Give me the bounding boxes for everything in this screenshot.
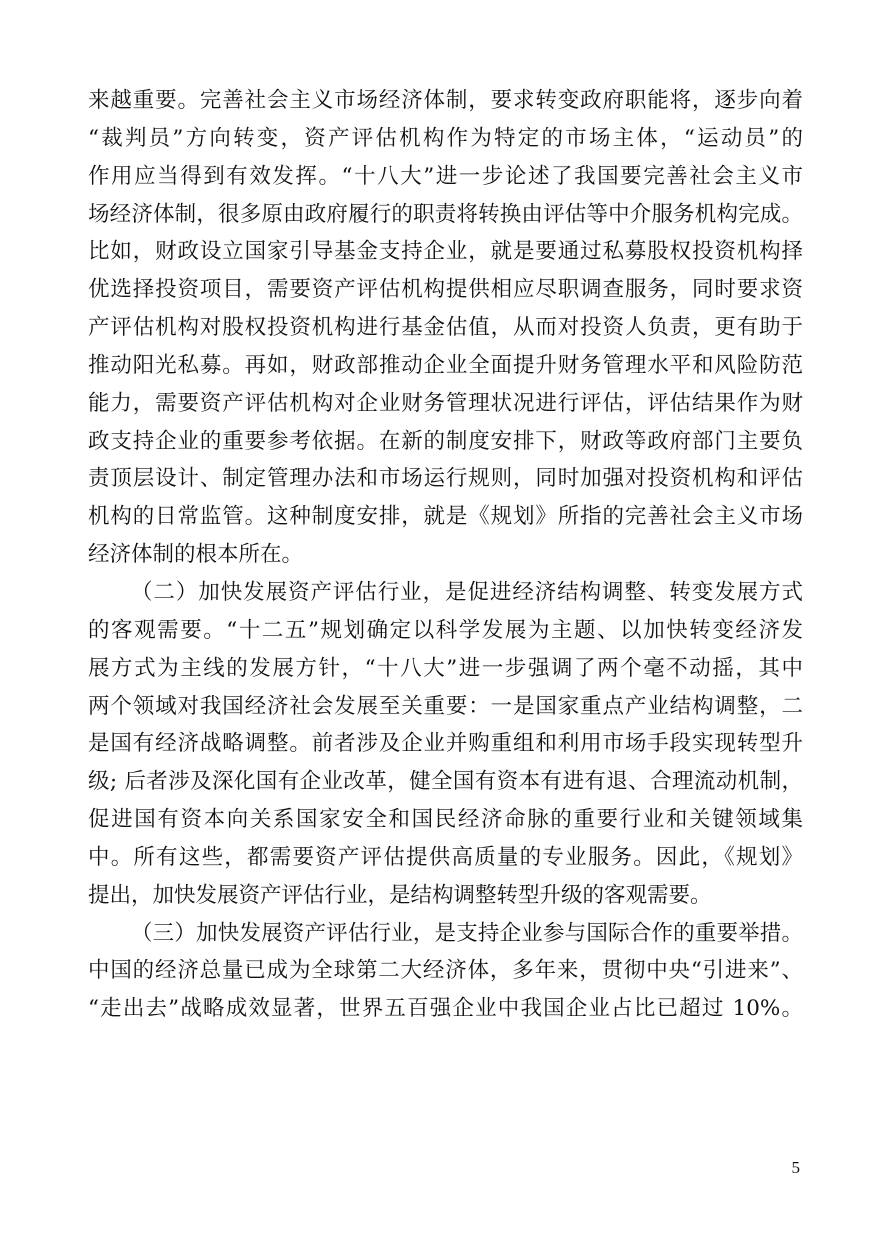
text-line: 级; 后者涉及深化国有企业改革，健全国有资本有进有退、合理流动机制， [88, 769, 803, 795]
text-line: 来越重要。完善社会主义市场经济体制，要求转变政府职能将，逐步向着 [88, 88, 803, 113]
text-line: 的客观需要。“十二五”规划确定以科学发展为主题、以加快转变经济发 [88, 617, 803, 643]
text-line: 推动阳光私募。再如，财政部推动企业全面提升财务管理水平和风险防范 [88, 352, 803, 378]
text-line: 中。所有这些，都需要资产评估提供高质量的专业服务。因此，《规划》 [88, 844, 803, 870]
text-line: 比如，财政设立国家引导基金支持企业，就是要通过私募股权投资机构择 [88, 239, 803, 265]
text-line: 是国有经济战略调整。前者涉及企业并购重组和利用市场手段实现转型升 [88, 731, 803, 757]
text-line: 提出，加快发展资产评估行业，是结构调整转型升级的客观需要。 [88, 882, 712, 908]
text-line: “走出去”战略成效显著，世界五百强企业中我国企业占比已超过 10%。 [88, 996, 803, 1022]
text-line: 机构的日常监管。这种制度安排，就是《规划》所指的完善社会主义市场 [88, 504, 803, 530]
text-line: 中国的经济总量已成为全球第二大经济体，多年来，贯彻中央“引进来”、 [88, 958, 803, 984]
text-line: （三）加快发展资产评估行业，是支持企业参与国际合作的重要举措。 [131, 920, 803, 946]
text-line: 作用应当得到有效发挥。“十八大”进一步论述了我国要完善社会主义市 [88, 163, 803, 189]
text-line: 能力，需要资产评估机构对企业财务管理状况进行评估，评估结果作为财 [88, 390, 803, 416]
text-line: 促进国有资本向关系国家安全和国民经济命脉的重要行业和关键领域集 [88, 807, 803, 833]
text-line: 场经济体制，很多原由政府履行的职责将转换由评估等中介服务机构完成。 [88, 201, 803, 227]
page-number: 5 [791, 1158, 800, 1177]
text-line: 两个领域对我国经济社会发展至关重要：一是国家重点产业结构调整，二 [88, 693, 803, 719]
text-line: （二）加快发展资产评估行业，是促进经济结构调整、转变发展方式 [131, 579, 803, 605]
text-line: 产评估机构对股权投资机构进行基金估值，从而对投资人负责，更有助于 [88, 315, 803, 341]
body-text [88, 82, 803, 1028]
text-line: “裁判员”方向转变，资产评估机构作为特定的市场主体，“运动员”的 [88, 125, 803, 151]
text-line: 经济体制的根本所在。 [88, 542, 304, 568]
text-line: 政支持企业的重要参考依据。在新的制度安排下，财政等政府部门主要负 [88, 428, 803, 454]
text-line: 展方式为主线的发展方针，“十八大”进一步强调了两个毫不动摇，其中 [88, 655, 803, 681]
text-line: 优选择投资项目，需要资产评估机构提供相应尽职调查服务，同时要求资 [88, 277, 803, 303]
text-line: 责顶层设计、制定管理办法和市场运行规则，同时加强对投资机构和评估 [88, 466, 803, 492]
